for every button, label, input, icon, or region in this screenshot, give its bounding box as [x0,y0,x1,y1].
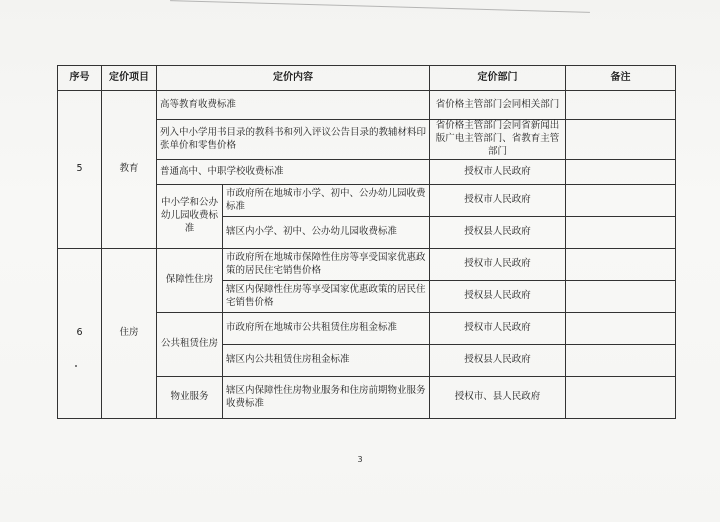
seq-cell: 5 [58,91,102,249]
dept-cell: 省价格主管部门会同省新闻出版广电主管部门、省教育主管部门 [430,120,566,160]
header-seq: 序号 [58,66,102,91]
content-cell: 辖区内公共租赁住房租金标准 [223,345,430,377]
note-cell [566,120,676,160]
item-cell: 教育 [102,91,157,249]
dept-cell: 授权市人民政府 [430,160,566,185]
item-cell: 住房 [102,249,157,419]
note-cell [566,185,676,217]
content-cell: 普通高中、中职学校收费标准 [157,160,430,185]
note-cell [566,281,676,313]
content-cell: 市政府所在地城市保障性住房等享受国家优惠政策的居民住宅销售价格 [223,249,430,281]
scan-speck [75,365,77,367]
page-number: 3 [357,455,363,464]
seq-cell: 6 [58,249,102,419]
table-row [58,249,676,281]
note-cell [566,377,676,419]
note-cell [566,160,676,185]
dept-cell: 授权县人民政府 [430,217,566,249]
content-cell: 辖区内小学、初中、公办幼儿园收费标准 [223,217,430,249]
subitem-cell: 中小学和公办幼儿园收费标准 [157,185,223,249]
note-cell [566,313,676,345]
content-cell: 高等教育收费标准 [157,91,430,120]
dept-cell: 授权县人民政府 [430,345,566,377]
note-cell [566,345,676,377]
pricing-table [57,65,676,419]
scan-edge-line [170,0,590,13]
subitem-cell: 公共租赁住房 [157,313,223,377]
dept-cell: 授权市、县人民政府 [430,377,566,419]
header-content: 定价内容 [157,66,430,91]
dept-cell: 省价格主管部门会同相关部门 [430,91,566,120]
content-cell: 市政府所在地城市小学、初中、公办幼儿园收费标准 [223,185,430,217]
subitem-cell: 物业服务 [157,377,223,419]
content-cell: 列入中小学用书目录的教科书和列入评议公告目录的教辅材料印张单价和零售价格 [157,120,430,160]
note-cell [566,249,676,281]
dept-cell: 授权市人民政府 [430,249,566,281]
note-cell [566,217,676,249]
content-cell: 市政府所在地城市公共租赁住房租金标准 [223,313,430,345]
content-cell: 辖区内保障性住房等享受国家优惠政策的居民住宅销售价格 [223,281,430,313]
table-header-row [58,66,676,91]
content-cell: 辖区内保障性住房物业服务和住房前期物业服务收费标准 [223,377,430,419]
dept-cell: 授权市人民政府 [430,313,566,345]
dept-cell: 授权县人民政府 [430,281,566,313]
dept-cell: 授权市人民政府 [430,185,566,217]
header-note: 备注 [566,66,676,91]
subitem-cell: 保障性住房 [157,249,223,313]
note-cell [566,91,676,120]
header-item: 定价项目 [102,66,157,91]
table-row [58,91,676,120]
header-dept: 定价部门 [430,66,566,91]
